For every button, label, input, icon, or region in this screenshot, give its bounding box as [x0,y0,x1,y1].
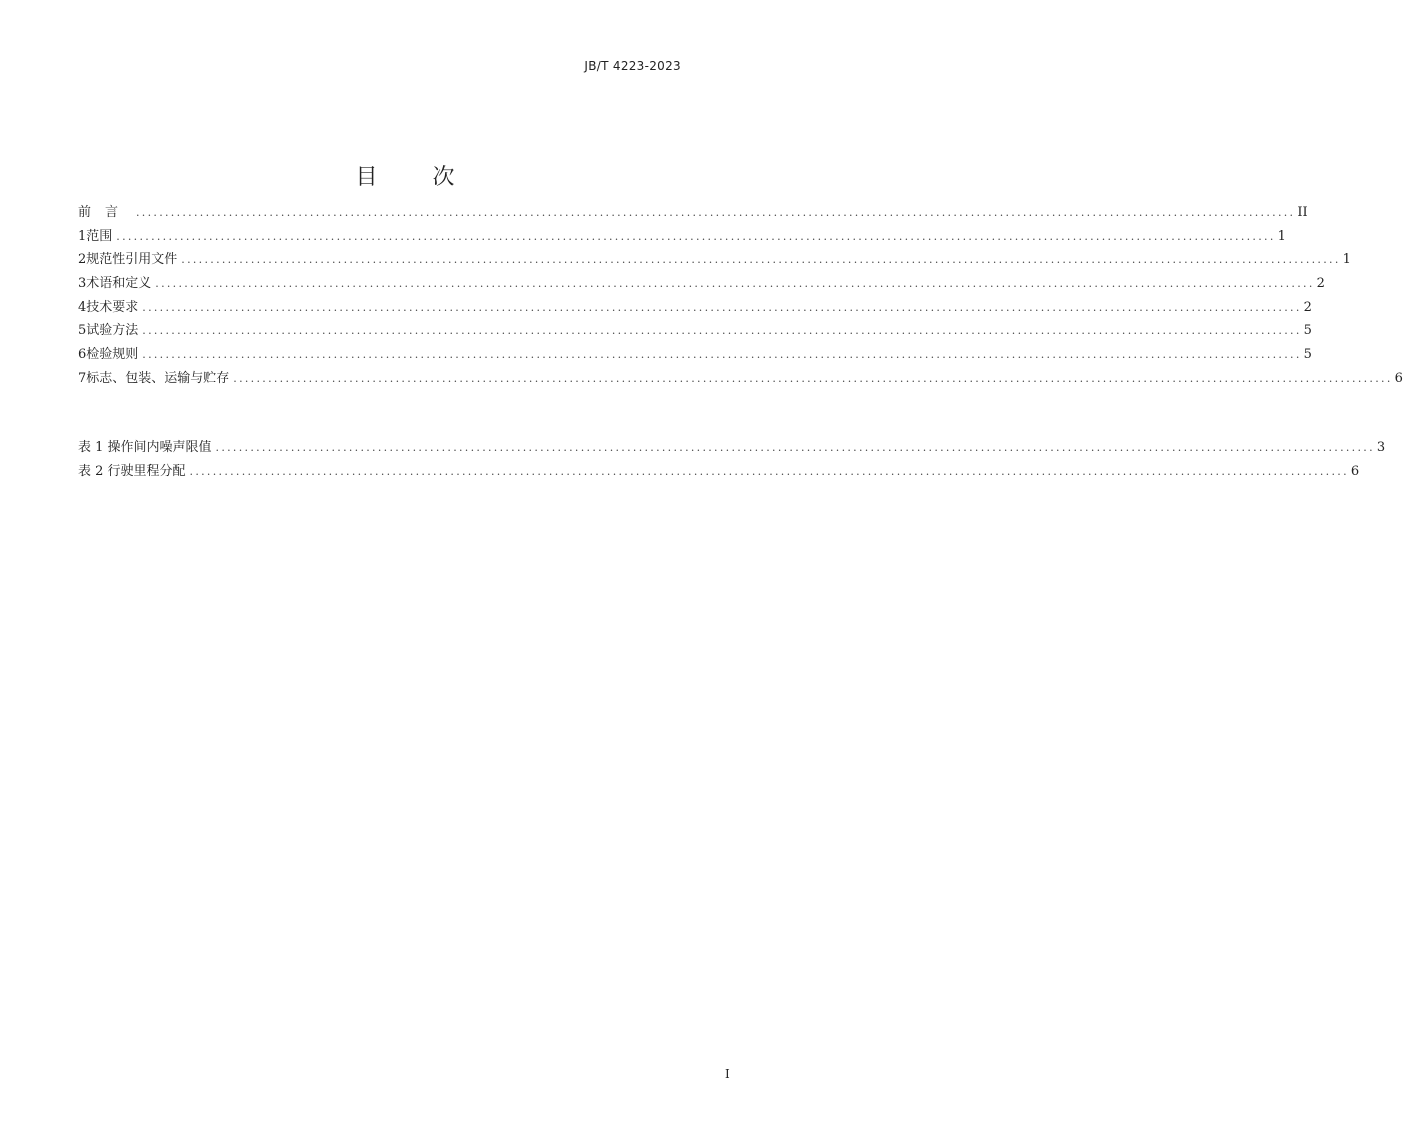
toc-entry-page: 3 [1376,440,1386,455]
toc-entry-label: 前言 [78,205,133,220]
toc-entry-page: 2 [1303,299,1312,315]
toc-entry-label: 术语和定义 [86,276,152,292]
toc-entry-number: 5 [78,323,87,339]
dot-leader: ........................................................................................................................................................................................................ [181,253,1341,267]
dot-leader: ........................................................................................................................................................................................................ [155,277,1315,291]
toc-entry[interactable] [78,225,1286,249]
table-list [78,436,1386,483]
toc-entry[interactable] [78,367,1403,391]
toc-entry-label: 范围 [86,228,113,244]
toc-entry[interactable] [78,436,1386,460]
toc-entry-page: 1 [1342,252,1351,268]
toc-entry-page: 5 [1303,323,1312,339]
toc-entry-label: 检验规则 [86,347,139,363]
toc-entry[interactable] [78,343,1312,367]
toc-list [78,201,1403,391]
toc-entry[interactable] [78,201,1308,225]
toc-entry-page: 5 [1303,347,1312,363]
dot-leader: ........................................................................................................................................................................................................ [142,348,1302,362]
toc-entry-label: 规范性引用文件 [86,252,178,268]
dot-leader: ........................................................................................................................................................................................................ [215,441,1375,454]
toc-entry-page: 2 [1316,276,1325,292]
toc-entry-page: 6 [1394,370,1403,386]
dot-leader: ........................................................................................................................................................................................................ [142,324,1302,338]
toc-entry[interactable] [78,248,1351,272]
dot-leader: ........................................................................................................................................................................................................ [116,229,1276,243]
toc-entry-number: 1 [78,228,87,244]
toc-entry[interactable] [78,272,1325,296]
toc-entry-number: 3 [78,276,87,292]
toc-entry-number: 7 [78,370,87,386]
toc-entry-label: 技术要求 [86,299,139,315]
dot-leader: ........................................................................................................................................................................................................ [233,371,1393,385]
page-number: I [725,1067,730,1081]
toc-entry-label: 试验方法 [86,323,139,339]
toc-entry-page: 1 [1277,228,1286,244]
toc-entry-label: 表 1 操作间内噪声限值 [78,440,212,455]
toc-entry-number: 6 [78,347,87,363]
toc-title: 目 次 [355,165,479,190]
dot-leader: ........................................................................................................................................................................................................ [136,206,1296,219]
toc-entry-page: II [1297,205,1308,220]
toc-entry-page: 6 [1350,463,1360,479]
toc-entry[interactable] [78,460,1360,484]
toc-entry[interactable] [78,319,1312,343]
toc-entry[interactable] [78,296,1312,320]
dot-leader: ........................................................................................................................................................................................................ [189,464,1349,478]
toc-entry-label: 标志、包装、运输与贮存 [86,370,230,386]
toc-entry-number: 2 [78,252,87,268]
dot-leader: ........................................................................................................................................................................................................ [142,300,1302,314]
toc-entry-number: 4 [78,299,87,315]
toc-entry-label: 表 2 行驶里程分配 [78,463,186,479]
standard-code: JB/T 4223-2023 [584,59,681,73]
